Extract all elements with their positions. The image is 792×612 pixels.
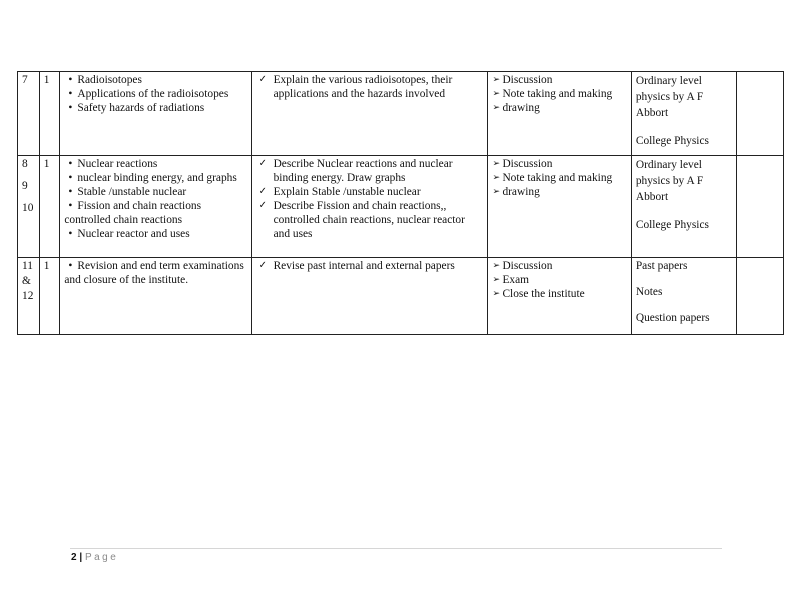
week-cell	[18, 72, 40, 156]
reference-item: Ordinary level physics by A F Abbort	[635, 75, 704, 119]
page-footer	[71, 551, 118, 565]
footer-separator: |	[79, 552, 83, 563]
reference-item: Notes	[635, 286, 663, 298]
reference-item: Question papers	[635, 312, 710, 324]
objective-item: ✓ Explain Stable /unstable nuclear	[256, 185, 484, 199]
topic-item: • Radioisotopes	[64, 73, 246, 87]
week-cell	[18, 258, 40, 335]
topic-cell	[60, 72, 251, 156]
reference-item: Past papers	[635, 260, 688, 272]
objective-item: ✓ Describe Fission and chain reactions,, controlled chain reactions, nuclear reactor and uses	[256, 199, 484, 241]
reference-cell	[631, 72, 736, 156]
objective-item: ✓ Describe Nuclear reactions and nuclear binding energy. Draw graphs	[256, 157, 484, 185]
week-number: 10	[22, 202, 34, 214]
lesson-cell: 1	[39, 72, 60, 156]
page-number: 2	[71, 552, 77, 563]
week-number: &	[22, 275, 31, 287]
activity-cell	[488, 156, 631, 258]
remarks-cell	[737, 72, 784, 156]
activity-item: ➢ Discussion	[492, 73, 626, 87]
activity-item: ➢ Close the institute	[492, 287, 626, 301]
remarks-cell	[737, 258, 784, 335]
remarks-cell	[737, 156, 784, 258]
week-number: 12	[22, 290, 34, 302]
activity-item: ➢ Exam	[492, 273, 626, 287]
objective-cell	[251, 258, 488, 335]
activity-item: ➢ Discussion	[492, 157, 626, 171]
topic-item: • Nuclear reactions	[64, 157, 246, 171]
activity-item: ➢ drawing	[492, 185, 626, 199]
table-row	[18, 258, 784, 335]
lesson-cell: 1	[39, 258, 60, 335]
topic-item: • Nuclear reactor and uses	[64, 227, 246, 241]
reference-cell	[631, 156, 736, 258]
reference-item: Ordinary level physics by A F Abbort	[635, 159, 704, 203]
reference-item: College Physics	[635, 219, 709, 231]
topic-cell	[60, 258, 251, 335]
reference-item: College Physics	[635, 135, 709, 147]
activity-item: ➢ Note taking and making	[492, 171, 626, 185]
week-number: 9	[22, 180, 28, 192]
week-number: 8	[22, 158, 28, 170]
week-number: 7	[22, 74, 28, 86]
activity-item: ➢ Discussion	[492, 259, 626, 273]
scheme-of-work-table	[17, 71, 784, 335]
table-row	[18, 72, 784, 156]
activity-item: ➢ drawing	[492, 101, 626, 115]
topic-cell	[60, 156, 251, 258]
objective-cell	[251, 156, 488, 258]
reference-cell	[631, 258, 736, 335]
footer-divider	[70, 548, 722, 549]
objective-item: ✓ Revise past internal and external papers	[256, 259, 484, 273]
lesson-cell: 1	[39, 156, 60, 258]
page-label: Page	[84, 552, 119, 563]
topic-item: • Revision and end term examinations and closure of the institute.	[64, 259, 246, 287]
activity-cell	[488, 72, 631, 156]
topic-item: • nuclear binding energy, and graphs	[64, 171, 246, 185]
objective-item: ✓ Explain the various radioisotopes, their applications and the hazards involved	[256, 73, 484, 101]
topic-item: • Fission and chain reactions controlled chain reactions	[64, 199, 246, 227]
topic-item: • Safety hazards of radiations	[64, 101, 246, 115]
activity-item: ➢ Note taking and making	[492, 87, 626, 101]
week-cell	[18, 156, 40, 258]
table-row	[18, 156, 784, 258]
topic-item: • Stable /unstable nuclear	[64, 185, 246, 199]
topic-item: • Applications of the radioisotopes	[64, 87, 246, 101]
activity-cell	[488, 258, 631, 335]
objective-cell	[251, 72, 488, 156]
week-number: 11	[22, 260, 33, 272]
